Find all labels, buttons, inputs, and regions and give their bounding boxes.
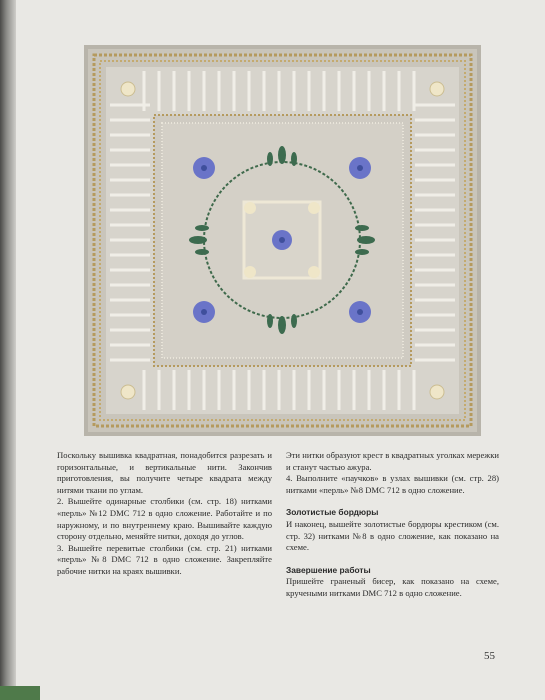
- section-heading: Золотистые бордюры: [286, 507, 379, 518]
- section-heading: Завершение работы: [286, 564, 371, 575]
- right-text-column: [286, 450, 499, 600]
- step-4: 4. Выполните «паучков» в узлах вышивки (см. стр. 28) нитками «перль» №8 DMC 712 в одно сложение.: [286, 473, 499, 495]
- embroidery-photo: [84, 45, 481, 436]
- paragraph: Пришейте граненый бисер, как показано на схеме, кручеными нитками DMC 712 в одно сложение.: [286, 576, 499, 598]
- paragraph: И наконец, вышейте золотистые бордюры крестиком (см. стр. 32) нитками №8 в одно сложение, как показано на схеме.: [286, 518, 499, 553]
- paragraph: Поскольку вышивка квадратная, понадобится разрезать и горизонтальные, и вертикальные нити. Закончив приготовления, вы получите четыре квадрата между нитями ткани по углам.: [57, 450, 272, 495]
- step-3: 3. Вышейте перевитые столбики (см. стр. 21) нитками «перль» №8 DMC 712 в одно сложение. Закрепляйте рабочие нитки на краях вышивки.: [57, 542, 272, 576]
- step-2: 2. Вышейте одинарные столбики (см. стр. 18) нитками «перль» №12 DMC 712 в одно сложение. Работайте и по наружному, и по внутреннему краю. Вышивайте каждую сторону отдельно, меняйте нитки, доходя до углов.: [57, 496, 272, 542]
- left-text-column: [57, 450, 272, 578]
- page-number: 55: [484, 650, 495, 662]
- paragraph: Эти нитки образуют крест в квадратных уголках мережки и станут частью ажура.: [286, 450, 499, 472]
- page-gutter: [0, 0, 16, 700]
- color-strip: [0, 686, 40, 700]
